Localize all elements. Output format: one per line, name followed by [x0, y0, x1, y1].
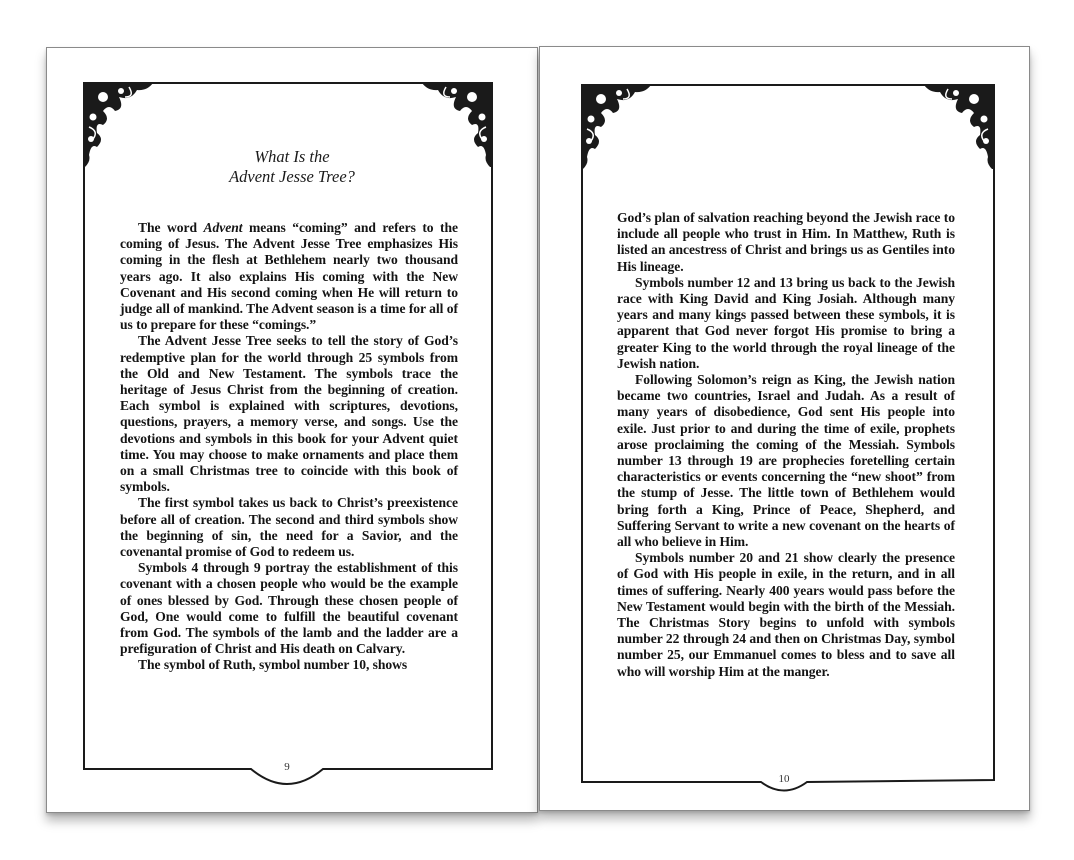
- left-page: [46, 47, 538, 813]
- title-line-1: What Is the: [254, 147, 330, 166]
- page-number: 10: [778, 773, 790, 785]
- paragraph: Symbols number 20 and 21 show clearly the presence of God with His people in exile, in the return, and in all times of suffering. Nearly 400 years would pass before the New Testament would begin with the birth of the Messiah. The Christmas Story begins to unfold with symbols number 22 through 24 and then on Christmas Day, symbol number 25, our Emmanuel comes to bless and to save all who will worship Him at the manger.: [617, 550, 955, 679]
- paragraph: The word Advent means “coming” and refers to the coming of Jesus. The Advent Jesse Tree emphasizes His coming in the flesh at Bethlehem nearly two thousand years ago. It also explains His coming with the New Covenant and His second coming when He will return to judge all of mankind. The Advent season is a time for all of us to prepare for these “comings.”: [120, 220, 458, 333]
- corner-ornament-top-left-icon: [579, 83, 659, 173]
- title-line-2: Advent Jesse Tree?: [229, 167, 355, 186]
- page-title: [107, 147, 477, 187]
- left-body-text: [120, 220, 458, 674]
- right-body-text: [617, 210, 955, 680]
- paragraph: Following Solomon’s reign as King, the Jewish nation became two countries, Israel and Judah. As a result of many years of disobedience, God sent His people into exile. Just prior to and during the time of exile, prophets arose proclaiming the coming of the Messiah. Symbols number 13 through 19 are prophecies foretelling certain characteristics or events concerning the “new shoot” from the stump of Jesse. The little town of Bethlehem would bring forth a King, Prince of Peace, Shepherd, and Suffering Servant to write a new covenant on the hearts of all who believe in Him.: [617, 372, 955, 550]
- page-number: 9: [284, 761, 290, 773]
- paragraph: Symbols 4 through 9 portray the establishment of this covenant with a chosen people who would be the example of ones blessed by God. Through these chosen people of God, One would come to fulfill the beautiful covenant from God. The symbols of the lamb and the ladder are a prefiguration of Christ and His death on Calvary.: [120, 560, 458, 657]
- paragraph: The symbol of Ruth, symbol number 10, shows: [138, 657, 408, 673]
- paragraph: Symbols number 12 and 13 bring us back to the Jewish race with King David and King Josiah. Although many years and many kings passed between these symbols, it is apparent that God never forgot His promise to bring a greater King to the world through the royal lineage of the Jewish nation.: [617, 274, 955, 371]
- paragraph: The Advent Jesse Tree seeks to tell the story of God’s redemptive plan for the world through 25 symbols from the Old and New Testament. The symbols trace the heritage of Jesus Christ from the beginning of creation. Each symbol is explained with scriptures, devotions, questions, prayers, a memory verse, and songs. Use the devotions and symbols in this book for your Advent quiet time. You may choose to make ornaments and place them on a small Christmas tree to coincide with this book of symbols.: [120, 333, 458, 495]
- corner-ornament-top-right-icon: [916, 83, 996, 173]
- paragraph: God’s plan of salvation reaching beyond the Jewish race to include all people who trust in Him. In Matthew, Ruth is listed an ancestress of Christ and brings us as Gentiles into His lineage.: [617, 210, 955, 274]
- right-page: [539, 46, 1030, 811]
- paragraph: The first symbol takes us back to Christ’s preexistence before all of creation. The second and third symbols show the beginning of sin, the need for a Savior, and the covenantal promise of God to redeem us.: [120, 495, 458, 560]
